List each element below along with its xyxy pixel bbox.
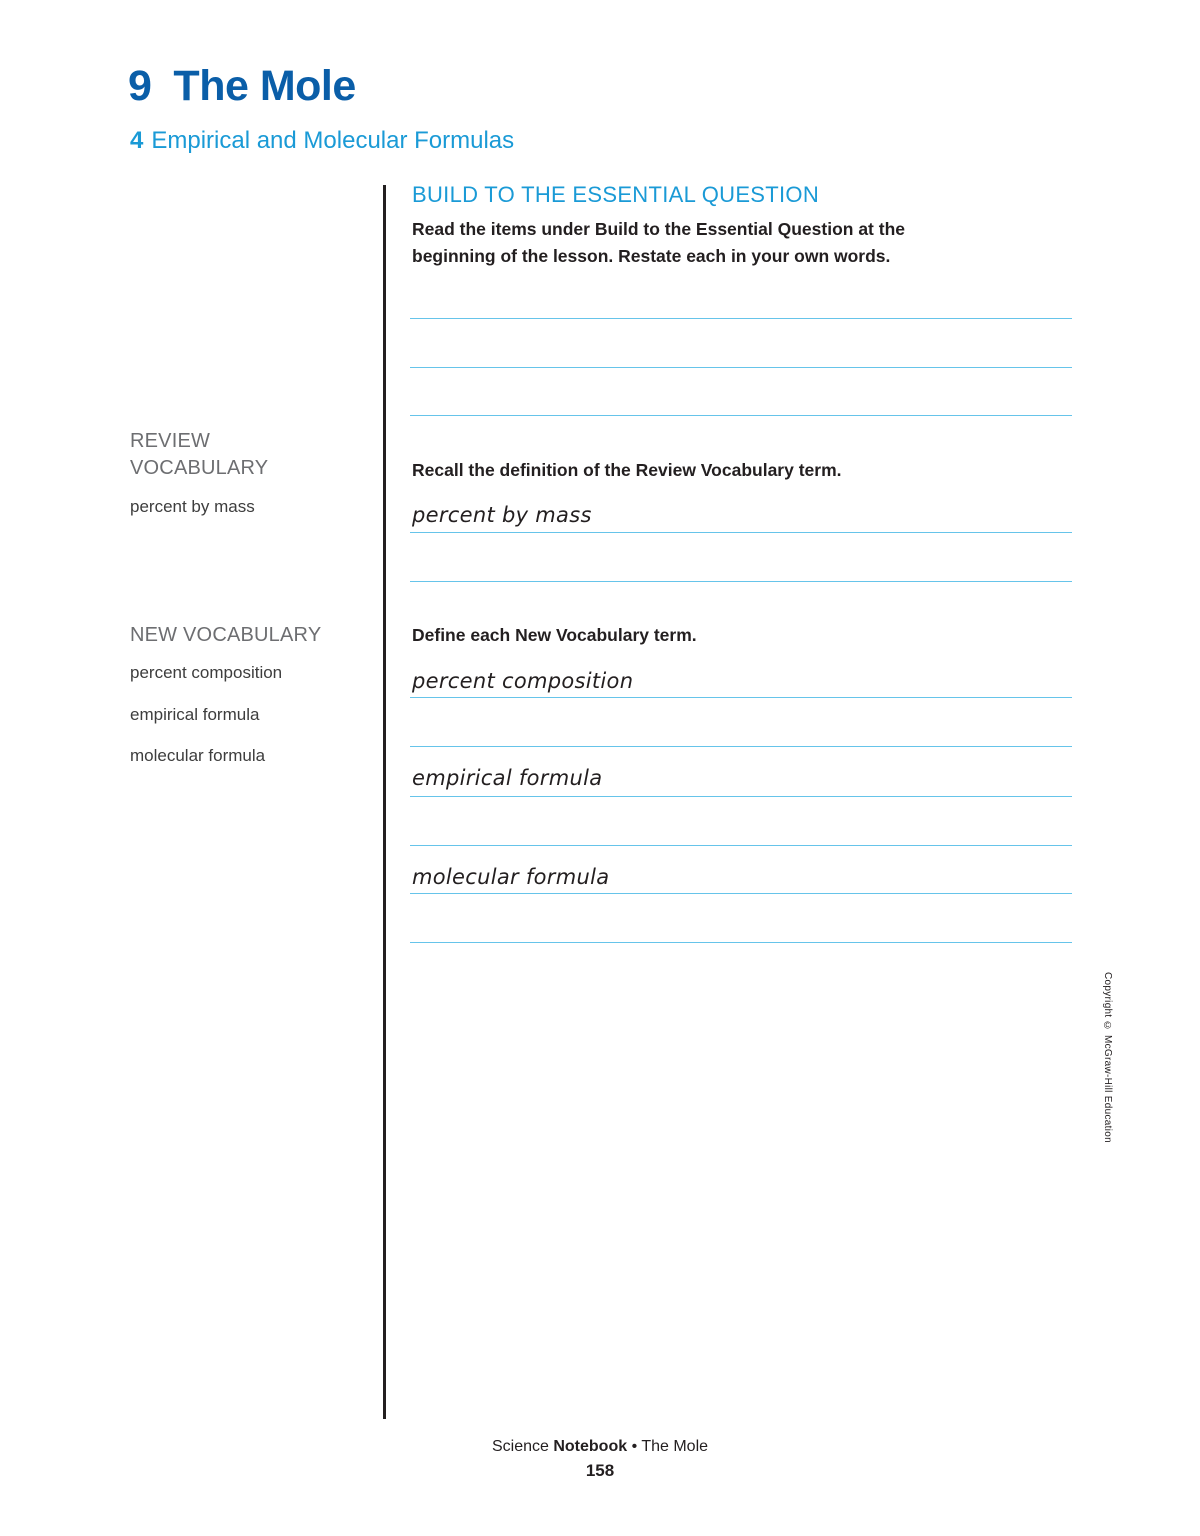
answer-line[interactable] <box>410 697 1072 698</box>
answer-line[interactable] <box>410 367 1072 368</box>
answer-line[interactable] <box>410 796 1072 797</box>
answer-line[interactable] <box>410 942 1072 943</box>
new-term-molecular-formula: molecular formula <box>130 746 266 765</box>
new-instruction: Define each New Vocabulary term. <box>412 625 697 645</box>
lesson-number: 4 <box>130 127 144 154</box>
review-instruction: Recall the definition of the Review Vocabulary term. <box>412 460 842 480</box>
review-heading-line1: REVIEW <box>130 430 211 452</box>
footer <box>0 1438 1200 1456</box>
review-answer-term: percent by mass <box>412 503 592 527</box>
answer-line[interactable] <box>410 415 1072 416</box>
build-instruction <box>412 216 905 270</box>
section-title: BUILD TO THE ESSENTIAL QUESTION <box>412 182 820 207</box>
review-term: percent by mass <box>130 497 255 516</box>
review-vocabulary-heading <box>130 428 268 482</box>
new-term-empirical-formula: empirical formula <box>130 705 260 724</box>
new-vocabulary-heading: NEW VOCABULARY <box>130 624 322 646</box>
chapter-title <box>128 62 356 111</box>
footer-science: Science <box>491 1438 554 1455</box>
page-number: 158 <box>585 1461 615 1480</box>
new-answer-term-empirical-formula: empirical formula <box>412 766 603 790</box>
new-answer-term-molecular-formula: molecular formula <box>412 865 610 889</box>
build-instruction-line1: Read the items under Build to the Essential Question at the <box>412 219 905 239</box>
new-answer-term-percent-composition: percent composition <box>412 669 634 693</box>
new-term-percent-composition: percent composition <box>130 663 283 682</box>
answer-line[interactable] <box>410 845 1072 846</box>
answer-line[interactable] <box>410 532 1072 533</box>
footer-separator: • <box>627 1438 642 1455</box>
chapter-number: 9 <box>128 62 152 110</box>
review-heading-line2: VOCABULARY <box>130 457 269 479</box>
column-divider <box>383 185 386 1419</box>
footer-chapter: The Mole <box>641 1438 709 1455</box>
answer-line[interactable] <box>410 893 1072 894</box>
chapter-name: The Mole <box>173 62 356 110</box>
answer-line[interactable] <box>410 581 1072 582</box>
footer-notebook: Notebook <box>553 1438 628 1455</box>
answer-line[interactable] <box>410 318 1072 319</box>
build-instruction-line2: beginning of the lesson. Restate each in your own words. <box>412 246 891 266</box>
copyright-notice: Copyright © McGraw-Hill Education <box>1102 972 1113 1143</box>
lesson-name: Empirical and Molecular Formulas <box>151 127 515 154</box>
lesson-title <box>130 127 514 155</box>
answer-line[interactable] <box>410 746 1072 747</box>
